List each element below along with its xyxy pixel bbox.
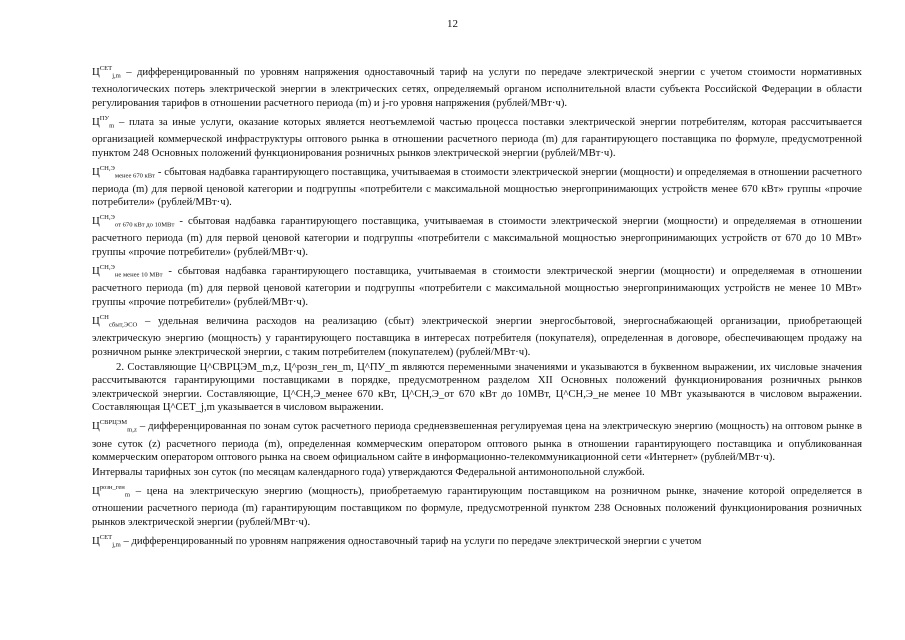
paragraph-text: – дифференцированный по уровням напряжения одноставочный тариф на услуги по передаче электрической энергии с учетом: [123, 534, 702, 547]
formula-symbol: $Ц^{ПУ}_m$: [92, 114, 115, 130]
document-body: [92, 62, 862, 553]
paragraph-wholesale-price: [92, 416, 862, 464]
paragraph-tariff-set: [92, 62, 862, 110]
paragraph-section-2: [92, 361, 862, 415]
paragraph-sales-expenses: [92, 311, 862, 359]
paragraph-retail-price: [92, 481, 862, 529]
paragraph-text: - сбытовая надбавка гарантирующего поставщика, учитываемая в стоимости электрической энергии (мощности) и определяемая в отношении расчетного периода (m) для первой ценовой категории и подгруппы «потребители с максимальной мощностью энергопринимающих устройств не менее 10 МВт» группы «прочие потребители» (рублей/МВт·ч).: [92, 265, 863, 308]
paragraph-text: – дифференцированный по уровням напряжения одноставочный тариф на услуги по передаче электрической энергии с учетом стоимости нормативных технологических потерь электрической энергии в электрических сетях, определяемый органом исполнительной власти субъекта Российской Федерации в области регулирования тарифов в отношении расчетного периода (m) и j-го уровня напряжения (рублей/МВт·ч).: [92, 66, 863, 109]
paragraph-text: - сбытовая надбавка гарантирующего поставщика, учитываемая в стоимости электрической энергии (мощности) и определяемая в отношении расчетного периода (m) для первой ценовой категории и подгруппы «потребители с максимальной мощностью энергопринимающих устройств менее 670 кВт» группы «прочие потребители» (рублей/МВт·ч).: [92, 165, 863, 209]
paragraph-markup-10-plus: [92, 261, 862, 309]
paragraph-tariff-zones: [92, 466, 862, 480]
paragraph-other-services: [92, 112, 862, 160]
paragraph-text: Интервалы тарифных зон суток (по месяцам календарного года) утверждаются Федеральной антимонопольной службой.: [92, 466, 645, 479]
paragraph-text: - сбытовая надбавка гарантирующего поставщика, учитываемая в стоимости электрической энергии (мощности) и определяемая в отношении расчетного периода (m) для первой ценовой категории и подгруппы «потребители с максимальной мощностью энергопринимающих устройств от 670 до 10 МВт» группы «прочие потребители» (рублей/МВт·ч).: [92, 215, 863, 259]
paragraph-text: 2. Составляющие Ц^СВРЦЭМ_m,z, Ц^розн_ген_m, Ц^ПУ_m являются переменными значениями и указываются в буквенном выражении, их числовые значения рассчитываются гарантирующими поставщиками в порядке, предусмотренном разделом XII Основных положений функционирования розничных рынков электрической энергии. Составляющие, Ц^СН,Э_менее 670 кВт, Ц^СН,Э_от 670 кВт до 10МВт, Ц^СН,Э_не менее 10 МВт указываются в числовом выражении. Составляющая Ц^СЕТ_j,m указывается в числовом выражении.: [92, 360, 862, 414]
paragraph-markup-670-10: [92, 211, 862, 259]
formula-symbol: $Ц^{СЕТ}_{j,m}$: [92, 65, 121, 80]
paragraph-markup-less-670: [92, 162, 862, 210]
paragraph-text: – цена на электрическую энергию (мощность), приобретаемую гарантирующим поставщиком на розничном рынке, значение которой определяется в отношении расчетного периода (m) гарантирующим поставщиком по формуле, предусмотренной пунктом 238 Основных положений функционирования розничных рынков электрической энергии (рублей/МВт·ч).: [92, 485, 862, 528]
paragraph-text: – дифференцированная по зонам суток расчетного периода средневзвешенная регулируемая цена на электрическую энергию (мощность) на оптовом рынке в зоне суток (z) расчетного периода (m), определенная коммерческим оператором оптового рынка в отношении гарантирующего поставщика и опубликованная коммерческим оператором оптового рынка на своем официальном сайте в информационно-телекоммуникационной сети «Интернет» (рублей/МВт·ч).: [92, 420, 863, 464]
formula-symbol: $Ц^{СН,Э}_{менее 670 кВт}$: [92, 164, 156, 180]
formula-symbol: $Ц^{СН}_{сбыт,ЭСО}$: [92, 313, 138, 329]
formula-symbol: $Ц^{СН,Э}_{от 670 кВт до 10МВт}$: [92, 214, 175, 229]
paragraph-tariff-set-repeat: [92, 531, 862, 552]
formula-symbol: $Ц^{СЕТ}_{j,m}$: [92, 533, 121, 549]
page-number: 12: [447, 18, 458, 30]
formula-symbol: $Ц^{СВРЦЭМ}_{m,z}$: [92, 419, 137, 434]
formula-symbol: $Ц^{розн\_ген}_m$: [92, 484, 130, 499]
paragraph-text: – плата за иные услуги, оказание которых является неотъемлемой частью процесса поставки электрической энергии потребителям, которая рассчитывается организацией коммерческой инфраструктуры оптового рынка в отношении расчетного периода (m) для гарантирующего поставщика по формуле, предусмотренной пунктом 248 Основных положений функционирования розничных рынков электрической энергии (рублей/МВт·ч).: [92, 115, 862, 159]
paragraph-text: – удельная величина расходов на реализацию (сбыт) электрической энергии энергосбытовой, энергоснабжающей организации, приобретающей электрическую энергию (мощность) у гарантирующего поставщика в интересах потребителя (покупателя), определенная в договоре, обеспечивающем продажу на розничном рынке электрической энергии, с таким потребителем (покупателем) (рублей/МВт·ч).: [92, 314, 863, 358]
formula-symbol: $Ц^{СН,Э}_{не менее 10 МВт}$: [92, 264, 163, 279]
